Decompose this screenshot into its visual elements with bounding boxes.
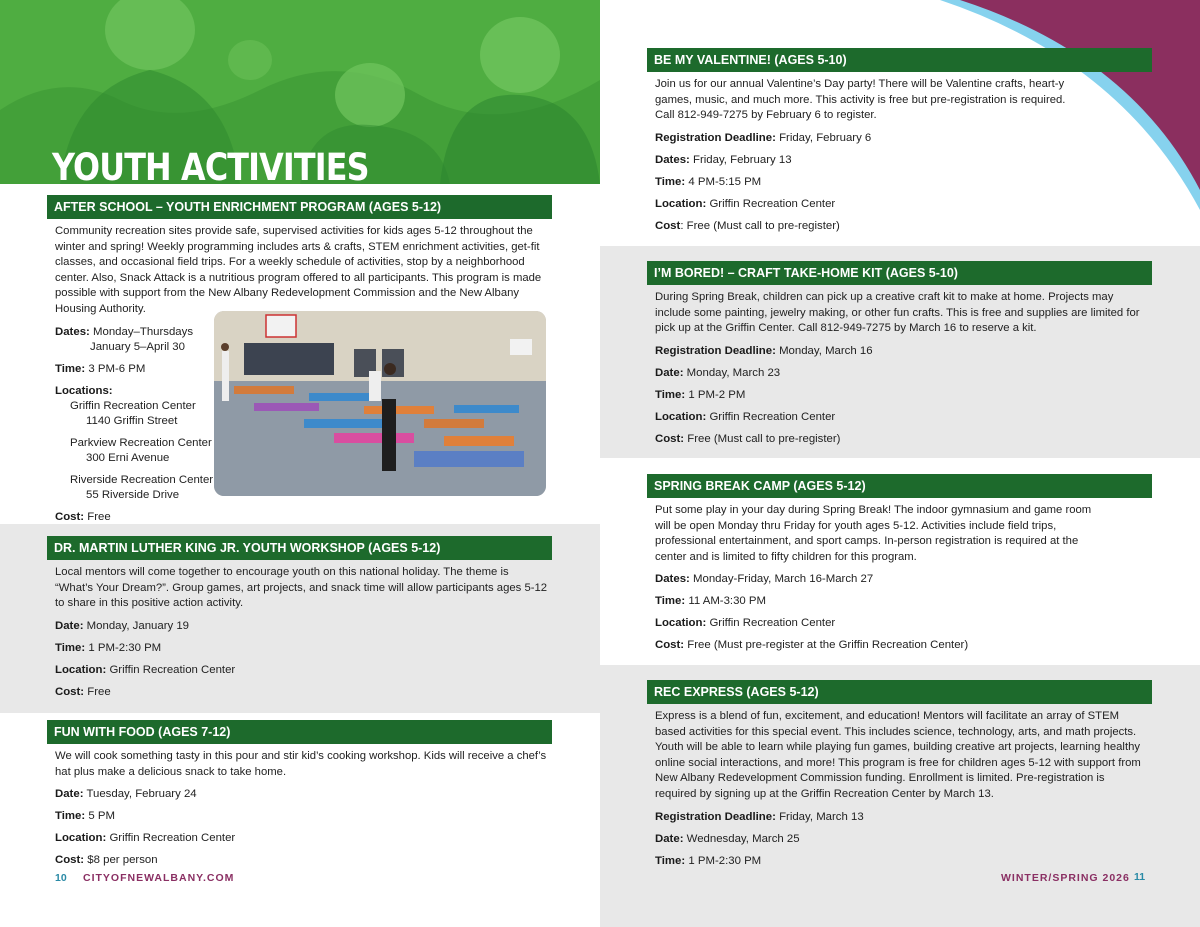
location-name: Riverside Recreation Center	[70, 473, 214, 486]
cost-value: : Free (Must call to pre-register)	[680, 219, 840, 232]
location-label: Location:	[55, 832, 107, 845]
registration-value: Monday, March 16	[779, 344, 873, 357]
cost-label: Cost:	[655, 432, 685, 445]
time-value: 3 PM-6 PM	[88, 362, 146, 375]
cost-value: $8 per person	[87, 854, 158, 867]
section-description: During Spring Break, children can pick up a creative craft kit to make at home. Projects may include some painting, jewelry making, or other fun crafts. This is free and supplies are limited for pick up at the Griffin Center. Call 812-949-7275 by March 16 to reserve a kit.	[655, 291, 1140, 335]
page-number-right: 11	[1134, 871, 1146, 883]
cost-label: Cost	[655, 219, 681, 232]
date-value: Tuesday, February 24	[86, 788, 197, 801]
page-title: YOUTH ACTIVITIES	[52, 146, 369, 184]
cost-value: Free	[87, 510, 111, 523]
time-label: Time:	[655, 854, 686, 867]
section-header: FUN WITH FOOD (AGES 7-12)	[47, 720, 552, 744]
location-row	[55, 831, 552, 846]
footer-website[interactable]: CITYOFNEWALBANY.COM	[83, 872, 235, 884]
section-fun-with-food	[47, 720, 552, 868]
cost-label: Cost:	[655, 639, 685, 652]
section-header: AFTER SCHOOL – YOUTH ENRICHMENT PROGRAM (AGES 5-12)	[47, 195, 552, 219]
time-row	[655, 854, 1152, 869]
page-number-left: 10	[55, 872, 67, 884]
registration-label: Registration Deadline:	[655, 810, 776, 823]
time-label: Time:	[55, 641, 86, 654]
hero-banner	[0, 0, 600, 184]
time-label: Time:	[655, 175, 686, 188]
cost-label: Cost:	[55, 685, 85, 698]
section-header: REC EXPRESS (AGES 5-12)	[647, 680, 1152, 704]
section-valentine	[647, 48, 1152, 234]
time-value: 1 PM-2:30 PM	[88, 641, 162, 654]
dates-row	[655, 572, 1152, 587]
dates-row	[655, 153, 1152, 168]
registration-row	[655, 810, 1152, 825]
dates-label: Dates:	[655, 153, 690, 166]
location-label: Location:	[655, 197, 707, 210]
section-description: Put some play in your day during Spring Break! The indoor gymnasium and game room will be open Monday thru Friday for youth ages 5-12. Activities include field trips, professional entertainment, and sport camps. In-person registration is required at the center and is limited to fifty children for this program.	[655, 504, 1092, 563]
location-value: Griffin Recreation Center	[709, 617, 836, 630]
time-value: 11 AM-3:30 PM	[688, 595, 767, 608]
cost-row	[55, 510, 552, 525]
cost-value: Free	[87, 685, 111, 698]
dates-range: January 5–April 30	[90, 340, 185, 353]
date-value: Monday, March 23	[686, 366, 781, 379]
location-label: Location:	[655, 410, 707, 423]
registration-value: Friday, February 6	[779, 131, 872, 144]
location-label: Location:	[55, 663, 107, 676]
date-label: Date:	[655, 366, 684, 379]
location-value: Griffin Recreation Center	[109, 663, 236, 676]
registration-row	[655, 131, 1152, 146]
location-row	[655, 616, 1152, 631]
date-row	[55, 619, 552, 634]
cost-row	[655, 219, 1152, 234]
location-row	[655, 410, 1152, 425]
time-value: 4 PM-5:15 PM	[688, 175, 762, 188]
dates-value: Friday, February 13	[693, 153, 792, 166]
location-value: Griffin Recreation Center	[709, 197, 836, 210]
cost-row	[655, 432, 1152, 447]
date-row	[55, 787, 552, 802]
dates-label: Dates:	[655, 573, 690, 586]
time-row	[55, 641, 552, 656]
date-value: Wednesday, March 25	[686, 832, 800, 845]
section-header: BE MY VALENTINE! (AGES 5-10)	[647, 48, 1152, 72]
right-page	[600, 0, 1200, 927]
date-row	[655, 366, 1152, 381]
section-mlk	[47, 536, 552, 700]
date-label: Date:	[55, 788, 84, 801]
cost-row	[55, 685, 552, 700]
time-label: Time:	[655, 595, 686, 608]
location-name: Parkview Recreation Center	[70, 436, 212, 449]
time-label: Time:	[655, 388, 686, 401]
location-row	[55, 663, 552, 678]
location-row	[655, 197, 1152, 212]
registration-label: Registration Deadline:	[655, 131, 776, 144]
time-row	[655, 594, 1152, 609]
time-value: 1 PM-2:30 PM	[688, 854, 762, 867]
locations-label: Locations:	[55, 384, 113, 397]
time-value: 5 PM	[88, 810, 115, 823]
location-label: Location:	[655, 617, 707, 630]
dates-label: Dates:	[55, 325, 90, 338]
date-label: Date:	[55, 619, 84, 632]
location-value: Griffin Recreation Center	[709, 410, 836, 423]
registration-label: Registration Deadline:	[655, 344, 776, 357]
section-description: Express is a blend of fun, excitement, and education! Mentors will facilitate an array of STEM based activities for this special event. This includes science, technology, arts, and math projects. Youth will be able to learn while playing fun games, building creative art projects, learning healthy online social interactions, and more! This program is free for children ages 5-12 with support from New Albany Redevelopment Commission funding. Enrollment is limited. Pre-registration is required by signing up at the Griffin Recreation Center by March 13.	[655, 710, 1141, 800]
registration-row	[655, 344, 1152, 359]
section-im-bored	[647, 261, 1152, 447]
cost-label: Cost:	[55, 510, 85, 523]
cost-value: Free (Must pre-register at the Griffin Recreation Center)	[687, 639, 969, 652]
section-description: Local mentors will come together to encourage youth on this national holiday. The theme is “What’s Your Dream?”. Group games, art projects, and snack time will allow participants ages 5-12 to share in this positive action activity.	[55, 566, 548, 610]
section-rec-express	[647, 680, 1152, 869]
gym-photo-illustration	[214, 311, 546, 496]
registration-value: Friday, March 13	[779, 810, 864, 823]
footer-season: WINTER/SPRING 2026	[1001, 872, 1130, 884]
location-name: Griffin Recreation Center	[70, 399, 196, 412]
time-row	[55, 809, 552, 824]
time-label: Time:	[55, 362, 86, 375]
section-spring-break	[647, 474, 1152, 653]
section-header: DR. MARTIN LUTHER KING JR. YOUTH WORKSHOP (AGES 5-12)	[47, 536, 552, 560]
time-value: 1 PM-2 PM	[688, 388, 746, 401]
cost-row	[55, 853, 552, 868]
location-address: 300 Erni Avenue	[86, 451, 170, 464]
location-address: 55 Riverside Drive	[86, 488, 180, 501]
cost-label: Cost:	[55, 854, 85, 867]
location-address: 1140 Griffin Street	[86, 414, 178, 427]
section-header: SPRING BREAK CAMP (AGES 5-12)	[647, 474, 1152, 498]
section-description: Community recreation sites provide safe, supervised activities for kids ages 5-12 throughout the winter and spring! Weekly programming includes arts & crafts, STEM enrichment activities, get-fit classes, and occasional field trips. For a weekly schedule of activities, stop by a neighborhood center. Also, Snack Attack is a nutritious program offered to all participants. This program is made possible with support from the New Albany Redevelopment Commission and the New Albany Housing Authority.	[55, 225, 542, 315]
time-row	[655, 175, 1152, 190]
dates-value: Monday–Thursdays	[93, 325, 194, 338]
dates-value: Monday-Friday, March 16-March 27	[693, 573, 874, 586]
gym-activity-photo	[214, 311, 546, 496]
section-description: We will cook something tasty in this pour and stir kid’s cooking workshop. Kids will receive a chef’s hat plus make a delicious snack to take home.	[55, 750, 547, 778]
date-label: Date:	[655, 832, 684, 845]
time-label: Time:	[55, 810, 86, 823]
date-value: Monday, January 19	[86, 619, 190, 632]
cost-value: Free (Must call to pre-register)	[687, 432, 841, 445]
date-row	[655, 832, 1152, 847]
section-header: I’M BORED! – CRAFT TAKE-HOME KIT (AGES 5-10)	[647, 261, 1152, 285]
cost-row	[655, 638, 1152, 653]
section-description: Join us for our annual Valentine’s Day party! There will be Valentine crafts, heart-y games, music, and much more. This activity is free but pre-registration is required. Call 812-949-7275 by February 6 to register.	[655, 78, 1066, 122]
location-value: Griffin Recreation Center	[109, 832, 236, 845]
time-row	[655, 388, 1152, 403]
